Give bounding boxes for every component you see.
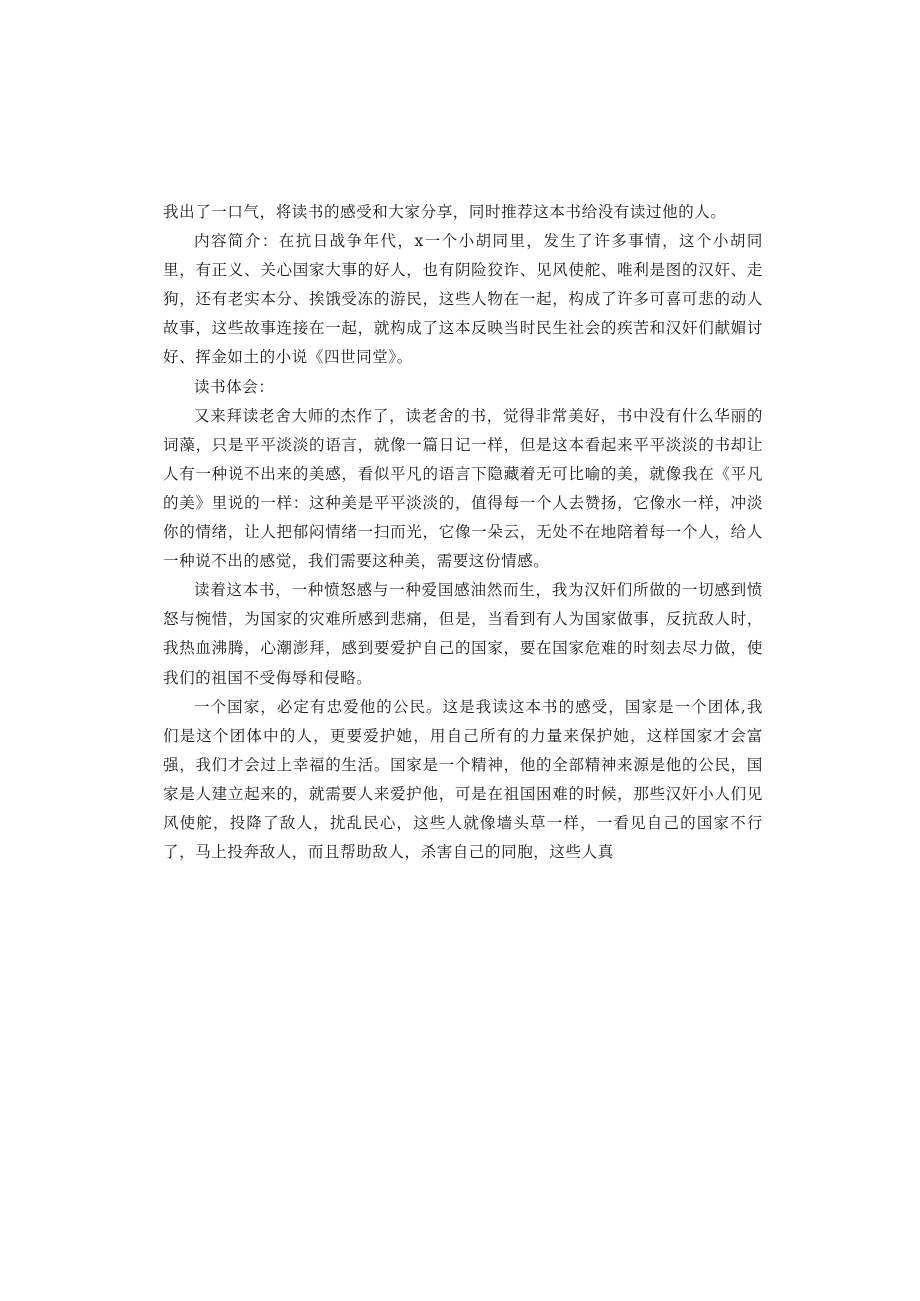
- paragraph-feelings: 读着这本书，一种愤怒感与一种爱国感油然而生，我为汉奸们所做的一切感到愤怒与惋惜，为国家的灾难所感到悲痛，但是，当看到有人为国家做事，反抗敌人时，我热血沸腾，心潮澎拜，感到要爱护自己的国家，要在国家危难的时刻去尽力做，使我们的祖国不受侮辱和侵略。: [163, 581, 763, 687]
- paragraph-reflection: 又来拜读老舍大师的杰作了，读老舍的书，觉得非常美好，书中没有什么华丽的词藻，只是平平淡淡的语言，就像一篇日记一样，但是这本看起来平平淡淡的书却让人有一种说不出来的美感，看似平凡的语言下隐藏着无可比喻的美，就像我在《平凡的美》里说的一样：这种美是平平淡淡的，值得每一个人去赞扬，它像水一样，冲淡你的情绪，让人把郁闷情绪一扫而光，它像一朵云，无处不在地陪着每一个人，给人一种说不出的感觉，我们需要这种美，需要这份情感。: [163, 406, 763, 571]
- paragraph-patriotism: 一个国家，必定有忠爱他的公民。这是我读这本书的感受，国家是一个团体,我们是这个团体中的人，更要爱护她，用自己所有的力量来保护她，这样国家才会富强，我们才会过上幸福的生活。国家是一个精神，他的全部精神来源是他的公民，国家是人建立起来的，就需要人来爱护他，可是在祖国困难的时候，那些汉奸小人们见风使舵，投降了敌人，扰乱民心，这些人就像墙头草一样，一看见自己的国家不行了，马上投奔敌人，而且帮助敌人，杀害自己的同胞，这些人真: [163, 697, 763, 862]
- paragraph-opening: 我出了一口气，将读书的感受和大家分享，同时推荐这本书给没有读过他的人。: [163, 203, 727, 221]
- document-body: [163, 198, 763, 867]
- paragraph-heading-reflection: 读书体会：: [194, 377, 275, 396]
- paragraph-summary: 内容简介：在抗日战争年代，x一个小胡同里，发生了许多事情，这个小胡同里，有正义、关心国家大事的好人，也有阴险狡诈、见风使舵、唯利是图的汉奸、走狗，还有老实本分、挨饿受冻的游民，这些人物在一起，构成了许多可喜可悲的动人故事，这些故事连接在一起，就构成了这本反映当时民生社会的疾苦和汉奸们献媚讨好、挥金如土的小说《四世同堂》。: [163, 232, 763, 367]
